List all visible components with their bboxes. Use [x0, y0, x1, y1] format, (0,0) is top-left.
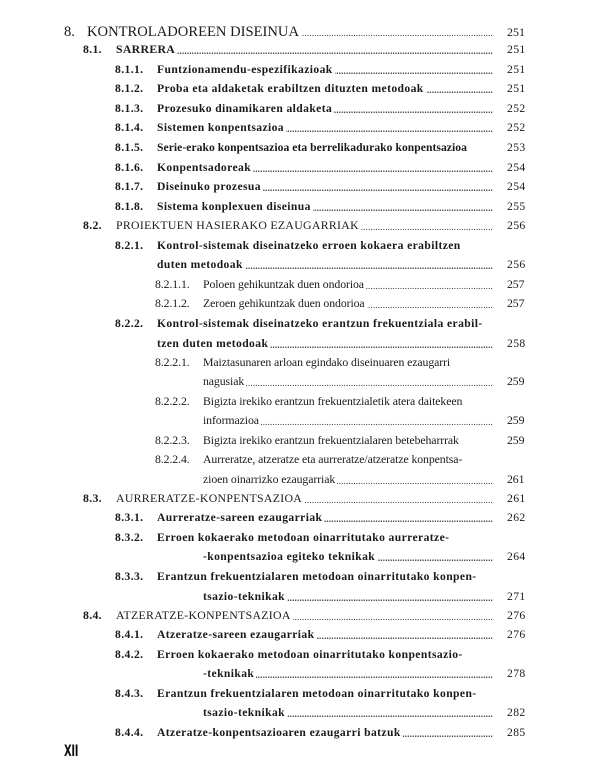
subsubsection-title: Bigizta irekiko erantzun frekuentzialaren betebeharrrak: [203, 433, 459, 447]
toc-subsection-entry: [0, 567, 600, 587]
subsection-number: 8.1.8.: [115, 200, 144, 213]
subsection-number: 8.1.3.: [115, 102, 144, 115]
subsubsection-title-wrap: [203, 353, 452, 373]
toc-subsection-continuation: [0, 587, 600, 607]
subsection-title-continued: -konpentsazioa egiteko teknikak: [203, 550, 376, 563]
toc-subsection-entry: [0, 60, 600, 80]
subsection-title-wrap: [157, 255, 245, 275]
toc-section-entry: [0, 489, 600, 509]
subsection-number: 8.1.6.: [115, 161, 144, 174]
subsection-title-wrap: [157, 625, 316, 645]
subsection-title-wrap: [157, 684, 479, 704]
toc-subsection-entry: [0, 508, 600, 528]
subsection-title: Atzeratze-sareen ezaugarriak: [157, 628, 315, 641]
folio-page-number: XII: [64, 741, 79, 760]
subsection-number: 8.2.2.: [115, 317, 144, 330]
subsection-number: 8.3.2.: [115, 531, 144, 544]
subsection-title-wrap: [157, 334, 270, 354]
subsubsection-number: 8.2.1.1.: [155, 277, 190, 291]
subsection-title-wrap: [157, 99, 334, 119]
page-number: 258: [507, 337, 526, 350]
section-number: 8.4.: [83, 608, 102, 622]
toc-subsection-entry: [0, 79, 600, 99]
toc-subsection-entry: [0, 625, 600, 645]
toc-subsection-entry: [0, 138, 600, 158]
subsection-title-wrap: [203, 703, 287, 723]
subsection-title-wrap: [157, 118, 286, 138]
subsection-number: 8.1.5.: [115, 141, 144, 154]
subsection-title-wrap: [157, 158, 253, 178]
section-number: 8.2.: [83, 218, 102, 232]
dot-leader: [203, 372, 493, 392]
section-title-wrap: [116, 40, 177, 60]
subsection-title: Erroen kokaerako metodoan oinarritutako aurreratze-: [157, 531, 450, 544]
subsubsection-number: 8.2.2.3.: [155, 433, 190, 447]
page-number: 251: [507, 82, 526, 95]
toc-subsubsection-entry: [0, 392, 600, 412]
subsubsection-title-wrap: [203, 411, 261, 431]
subsection-title-continued: tsazio-teknikak: [203, 706, 286, 719]
subsection-number: 8.1.2.: [115, 82, 144, 95]
subsection-title-wrap: [157, 314, 485, 334]
toc-subsection-entry: [0, 645, 600, 665]
subsubsection-title-wrap: [203, 275, 366, 295]
subsection-title: Proba eta aldaketak erabiltzen dituzten metodoak: [157, 82, 424, 95]
toc-subsection-entry: [0, 684, 600, 704]
subsubsection-title-continued: nagusiak: [203, 374, 245, 388]
page-number: 276: [507, 628, 526, 641]
section-title-wrap: [116, 606, 293, 626]
page-number: 255: [507, 200, 526, 213]
subsection-title: Kontrol-sistemak diseinatzeko erroen kokaera erabiltzen: [157, 239, 461, 252]
toc-subsection-entry: [0, 528, 600, 548]
subsubsection-title: Maiztasunaren arloan egindako diseinuaren ezaugarri: [203, 355, 451, 369]
page-number: 262: [507, 511, 526, 524]
subsection-title-continued: duten metodoak: [157, 258, 243, 271]
subsection-title: Sistema konplexuen diseinua: [157, 200, 311, 213]
subsection-title-wrap: [203, 587, 287, 607]
subsubsection-number: 8.2.1.2.: [155, 296, 190, 310]
toc-subsubsection-entry: [0, 294, 600, 314]
subsection-title: Erroen kokaerako metodoan oinarritutako konpentsazio-: [157, 648, 463, 661]
page-number: 254: [507, 161, 526, 174]
page-number: 257: [507, 277, 525, 291]
page-number: 257: [507, 296, 525, 310]
page-number: 251: [507, 42, 526, 56]
page-number: 256: [507, 218, 526, 232]
subsection-title: Sistemen konpentsazioa: [157, 121, 285, 134]
section-title: AURRERATZE-KONPENTSAZIOA: [116, 491, 303, 505]
toc-subsubsection-entry: [0, 275, 600, 295]
toc-subsection-continuation: [0, 547, 600, 567]
toc-subsection-entry: [0, 118, 600, 138]
chapter-number: 8.: [64, 24, 75, 40]
page-number: 251: [507, 25, 525, 39]
subsection-title-wrap: [157, 508, 324, 528]
subsubsection-title: Aurreratze, atzeratze eta aurreratze/atzeratze konpentsa-: [203, 452, 463, 466]
page-number: 285: [507, 726, 526, 739]
subsubsection-title-wrap: [203, 372, 246, 392]
page-number: 261: [507, 491, 526, 505]
toc-subsection-entry: [0, 99, 600, 119]
toc-subsubsection-entry: [0, 450, 600, 470]
subsection-title: Kontrol-sistemak diseinatzeko erantzun frekuentziala erabil-: [157, 317, 483, 330]
subsubsection-number: 8.2.2.4.: [155, 452, 190, 466]
subsection-number: 8.1.4.: [115, 121, 144, 134]
subsection-number: 8.3.3.: [115, 570, 144, 583]
toc-subsubsection-entry: [0, 353, 600, 373]
subsection-title: Diseinuko prozesua: [157, 180, 261, 193]
subsection-number: 8.4.1.: [115, 628, 144, 641]
toc-subsubsection-continuation: [0, 372, 600, 392]
subsubsection-title: Poloen gehikuntzak duen ondorioa: [203, 277, 364, 291]
subsubsection-title-continued: zioen oinarrizko ezaugarriak: [203, 472, 336, 486]
section-number: 8.1.: [83, 42, 102, 56]
subsection-title: Erantzun frekuentzialaren metodoan oinarritutako konpen-: [157, 570, 477, 583]
subsection-title-wrap: [203, 664, 256, 684]
toc-subsection-continuation: [0, 334, 600, 354]
toc-subsubsection-continuation: [0, 411, 600, 431]
page-number: 276: [507, 608, 526, 622]
page-number: 259: [507, 433, 525, 447]
subsection-number: 8.1.1.: [115, 63, 144, 76]
page-number: 252: [507, 121, 526, 134]
subsubsection-title: Bigizta irekiko erantzun frekuentzialetik atera daitekeen: [203, 394, 463, 408]
section-title-wrap: [116, 489, 304, 509]
subsection-title-continued: tzen duten metodoak: [157, 337, 269, 350]
subsection-title-wrap: [157, 528, 451, 548]
subsubsection-title-wrap: [203, 450, 464, 470]
subsection-title-wrap: [157, 177, 263, 197]
subsubsection-number: 8.2.2.2.: [155, 394, 190, 408]
subsection-title: Serie-erako konpentsazioa eta berrelikadurako konpentsazioa: [157, 141, 467, 154]
page-number: 261: [507, 472, 525, 486]
section-title: ATZERATZE-KONPENTSAZIOA: [116, 608, 291, 622]
page-number: 282: [507, 706, 526, 719]
toc-subsection-entry: [0, 314, 600, 334]
subsubsection-title-wrap: [203, 431, 461, 451]
subsection-title: Aurreratze-sareen ezaugarriak: [157, 511, 323, 524]
subsection-number: 8.3.1.: [115, 511, 144, 524]
subsection-title-wrap: [157, 236, 463, 256]
subsubsection-number: 8.2.2.1.: [155, 355, 190, 369]
toc-subsection-continuation: [0, 664, 600, 684]
toc-subsection-entry: [0, 197, 600, 217]
subsection-title-continued: -teknikak: [203, 667, 255, 680]
chapter-title: KONTROLADOREEN DISEINUA: [87, 24, 299, 40]
subsection-number: 8.4.3.: [115, 687, 144, 700]
page-number: 256: [507, 258, 526, 271]
toc-subsection-entry: [0, 723, 600, 743]
subsection-number: 8.4.2.: [115, 648, 144, 661]
page-number: 264: [507, 550, 526, 563]
subsection-title-wrap: [157, 645, 465, 665]
section-title: PROIEKTUEN HASIERAKO EZAUGARRIAK: [116, 218, 359, 232]
page-number: 254: [507, 180, 526, 193]
subsection-title: Prozesuko dinamikaren aldaketa: [157, 102, 333, 115]
page-number: 271: [507, 590, 526, 603]
subsubsection-title: Zeroen gehikuntzak duen ondorioa: [203, 296, 365, 310]
page-number: 251: [507, 63, 526, 76]
subsubsection-title-wrap: [203, 392, 464, 412]
toc-subsection-continuation: [0, 703, 600, 723]
section-number: 8.3.: [83, 491, 102, 505]
subsubsection-title-wrap: [203, 294, 367, 314]
section-title: SARRERA: [116, 42, 176, 56]
chapter-title-wrap: [87, 21, 301, 43]
subsection-title-wrap: [157, 197, 313, 217]
subsection-title: Erantzun frekuentzialaren metodoan oinarritutako konpen-: [157, 687, 477, 700]
page-number: 259: [507, 413, 525, 427]
subsection-number: 8.4.4.: [115, 726, 144, 739]
subsection-title-wrap: [157, 567, 479, 587]
page-number: 259: [507, 374, 525, 388]
page-number: 278: [507, 667, 526, 680]
toc-subsection-entry: [0, 236, 600, 256]
subsection-title-wrap: [157, 138, 469, 158]
toc-subsection-continuation: [0, 255, 600, 275]
subsubsection-title-continued: informazioa: [203, 413, 259, 427]
subsection-title-wrap: [203, 547, 377, 567]
toc-subsection-entry: [0, 177, 600, 197]
subsection-title-wrap: [157, 79, 426, 99]
subsection-number: 8.2.1.: [115, 239, 144, 252]
page-number: 252: [507, 102, 526, 115]
toc-section-entry: [0, 216, 600, 236]
subsection-title: Funtzionamendu-espezifikazioak: [157, 63, 333, 76]
subsubsection-title-wrap: [203, 470, 337, 490]
subsection-title: Atzeratze-konpentsazioaren ezaugarri batzuk: [157, 726, 401, 739]
subsection-title-wrap: [157, 723, 403, 743]
subsection-number: 8.1.7.: [115, 180, 144, 193]
subsection-title-wrap: [157, 60, 335, 80]
toc-section-entry: [0, 606, 600, 626]
toc-subsection-entry: [0, 158, 600, 178]
toc-subsubsection-entry: [0, 431, 600, 451]
subsection-title-continued: tsazio-teknikak: [203, 590, 286, 603]
section-title-wrap: [116, 216, 361, 236]
subsection-title: Konpentsadoreak: [157, 161, 252, 174]
page-number: 253: [507, 141, 526, 154]
toc-section-entry: [0, 40, 600, 60]
toc-subsubsection-continuation: [0, 470, 600, 490]
